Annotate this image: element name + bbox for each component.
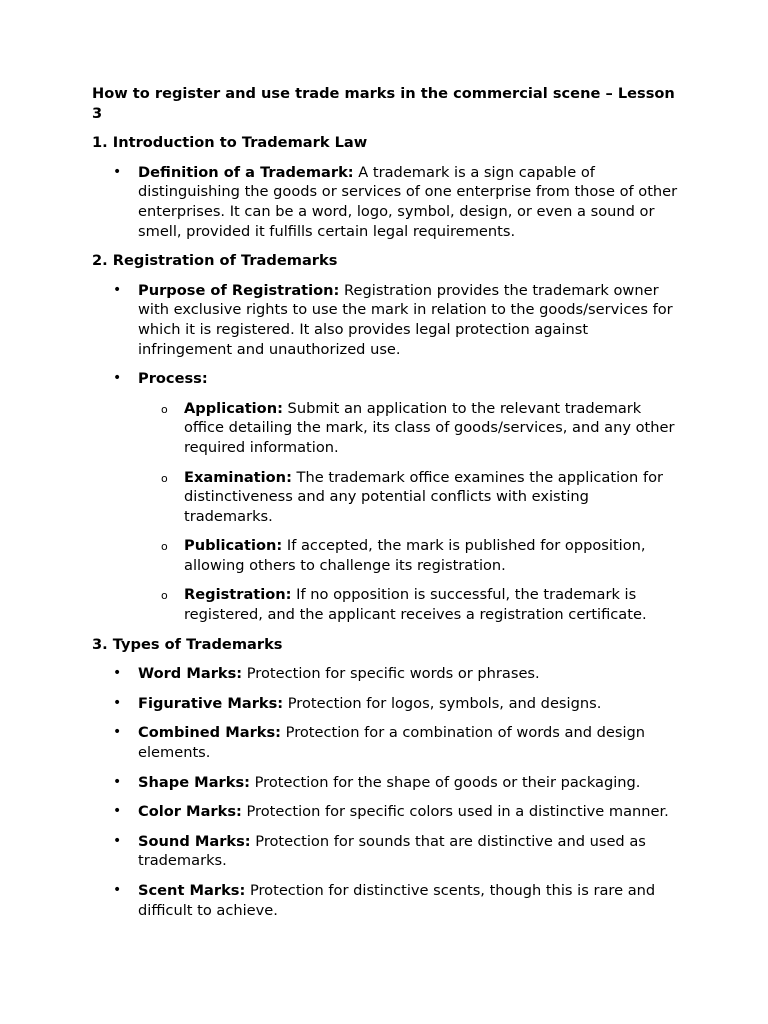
item-text: Protection for the shape of goods or their packaging. — [249, 773, 641, 791]
item-term: Scent Marks: — [138, 882, 246, 899]
bullet-icon: • — [113, 882, 122, 898]
sub-list-item — [138, 585, 682, 624]
list-item — [92, 664, 682, 684]
item-text: Protection for logos, symbols, and designs. — [283, 694, 602, 712]
item-term: Word Marks: — [138, 665, 243, 683]
item-term: Examination: — [184, 468, 292, 486]
section-list-introduction — [92, 163, 682, 241]
item-term: Definition of a Trademark: — [138, 163, 354, 181]
item-term: Color Marks: — [138, 803, 242, 821]
item-text: Registration provides the trademark owner with exclusive rights to use the mark in relation to the goods/services for which it is registered. It also provides legal protection against infringement and unauthorized use. — [138, 281, 673, 358]
circle-bullet-icon: o — [161, 540, 168, 554]
item-term: Purpose of Registration: — [138, 281, 340, 299]
item-text: A trademark is a sign capable of distinguishing the goods or services of one enterprise from those of other enterprises. It can be a word, logo, symbol, design, or even a sound or smell, provided it fulfills certain legal requirements. — [138, 163, 678, 240]
list-item — [92, 694, 682, 714]
list-item — [92, 723, 682, 762]
section-list-types — [92, 664, 682, 920]
item-term: Sound Marks: — [138, 832, 251, 850]
item-text: Protection for a combination of words and design elements. — [138, 724, 646, 762]
item-term: Combined Marks: — [138, 724, 282, 742]
document-title: How to register and use trade marks in the commercial scene – Lesson 3 — [92, 85, 675, 122]
sub-list-item — [138, 399, 682, 458]
list-item — [92, 773, 682, 793]
item-text: The trademark office examines the application for distinctiveness and any potential conflicts with existing trademarks. — [184, 468, 664, 525]
document-page — [92, 84, 682, 930]
bullet-icon: • — [113, 832, 122, 849]
item-term: Figurative Marks: — [138, 694, 284, 712]
list-item — [92, 832, 682, 871]
list-item — [92, 281, 682, 359]
process-steps-list — [138, 399, 682, 625]
section-heading-types: 3. Types of Trademarks — [92, 635, 283, 653]
bullet-icon: • — [113, 281, 122, 298]
item-text: If no opposition is successful, the trademark is registered, and the applicant receives a registration certificate. — [184, 586, 647, 624]
circle-bullet-icon: o — [161, 402, 168, 416]
item-text: Submit an application to the relevant trademark office detailing the mark, its class of goods/services, and any other required information. — [184, 399, 675, 456]
list-item — [92, 369, 682, 625]
item-text: Protection for sounds that are distinctive and used as trademarks. — [138, 832, 646, 870]
item-term: Application: — [184, 399, 283, 417]
item-text: Protection for specific words or phrases. — [242, 665, 540, 683]
item-term: Shape Marks: — [138, 773, 250, 791]
item-text: Protection for distinctive scents, though this is rare and difficult to achieve. — [138, 882, 656, 919]
bullet-icon: • — [113, 665, 122, 682]
section-heading-introduction: 1. Introduction to Trademark Law — [92, 134, 368, 152]
circle-bullet-icon: o — [161, 471, 168, 485]
bullet-icon: • — [113, 803, 122, 820]
sub-list-item — [138, 536, 682, 575]
section-heading-registration: 2. Registration of Trademarks — [92, 252, 338, 270]
bullet-icon: • — [113, 773, 122, 790]
item-text: If accepted, the mark is published for opposition, allowing others to challenge its registration. — [184, 537, 646, 574]
item-term: Process: — [138, 370, 208, 388]
item-term: Publication: — [184, 537, 283, 555]
sub-list-item — [138, 468, 682, 527]
bullet-icon: • — [113, 370, 122, 387]
section-list-registration — [92, 281, 682, 625]
bullet-icon: • — [113, 694, 122, 711]
item-term: Registration: — [184, 586, 292, 604]
list-item — [92, 881, 682, 920]
list-item — [92, 163, 682, 241]
bullet-icon: • — [113, 724, 122, 741]
item-text: Protection for specific colors used in a distinctive manner. — [241, 803, 669, 821]
circle-bullet-icon: o — [161, 589, 168, 603]
list-item — [92, 802, 682, 822]
bullet-icon: • — [113, 163, 122, 180]
